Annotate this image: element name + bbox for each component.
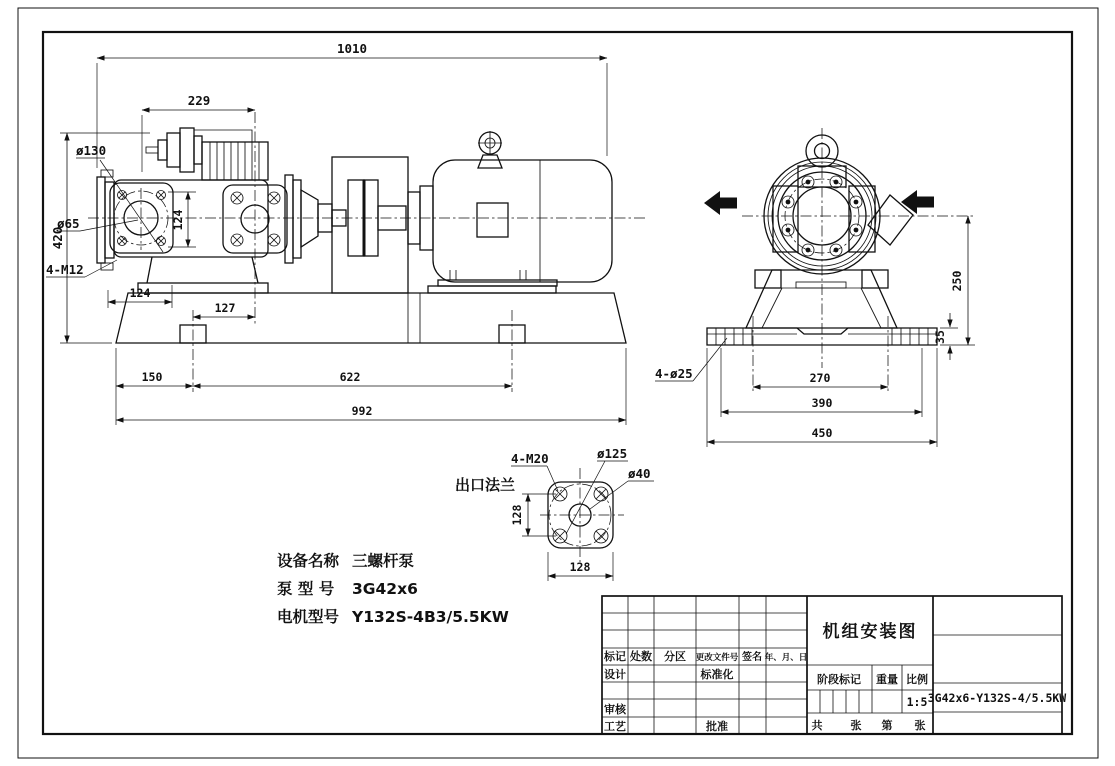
coupling-guard bbox=[332, 157, 408, 293]
row-check: 审核 bbox=[604, 703, 626, 716]
weight-label: 重量 bbox=[876, 673, 898, 686]
dim-bolt-span-270: 270 bbox=[809, 371, 831, 385]
dim-base-622: 622 bbox=[339, 370, 361, 384]
front-view-dimensions bbox=[655, 216, 975, 447]
label-inlet-bolts: 4-M12 bbox=[46, 262, 84, 277]
pump-model-label: 泵 型 号 bbox=[277, 580, 335, 598]
dim-base-width-450: 450 bbox=[811, 426, 833, 440]
pump-casing bbox=[114, 180, 268, 293]
flange-detail-labels bbox=[511, 446, 654, 534]
dim-height-250: 250 bbox=[950, 270, 964, 292]
motor bbox=[408, 131, 612, 293]
inlet-flange bbox=[97, 170, 114, 270]
dim-overall-length: 1010 bbox=[336, 41, 368, 56]
pump-body-front bbox=[764, 135, 913, 274]
header-mark: 标记 bbox=[604, 650, 626, 663]
dim-port-spacing: 124 bbox=[171, 209, 185, 231]
dim-base-150: 150 bbox=[141, 370, 163, 384]
header-zone: 分区 bbox=[664, 650, 686, 663]
flange-detail-title: 出口法兰 bbox=[455, 476, 516, 494]
row-standardization: 标准化 bbox=[700, 668, 734, 681]
scale-value: 1:5 bbox=[906, 695, 928, 709]
inlet-arrow-icon bbox=[901, 190, 934, 214]
pump-model-value: 3G42x6 bbox=[352, 580, 418, 598]
label-inlet-flange-od: ø130 bbox=[76, 143, 107, 158]
header-signature: 签名 bbox=[742, 652, 762, 663]
dim-base-127: 127 bbox=[214, 301, 236, 315]
dim-height: 420 bbox=[50, 226, 65, 250]
motor-model-label: 电机型号 bbox=[277, 608, 340, 626]
dim-base-124: 124 bbox=[129, 286, 151, 300]
row-design: 设计 bbox=[604, 668, 626, 681]
relief-valve-assembly bbox=[146, 128, 268, 180]
baseplate bbox=[116, 293, 626, 392]
equipment-name-label: 设备名称 bbox=[277, 552, 340, 570]
dim-pump-length: 229 bbox=[187, 93, 211, 108]
dim-flange-vertical: 128 bbox=[510, 504, 524, 526]
dim-base-992: 992 bbox=[351, 404, 373, 418]
row-approve: 批准 bbox=[706, 720, 728, 733]
label-bolt-circle: ø125 bbox=[597, 446, 628, 461]
pump-pedestal bbox=[746, 270, 897, 328]
label-inlet-bore: ø65 bbox=[57, 216, 80, 231]
sheet-total-label: 共 bbox=[811, 719, 823, 732]
label-anchor-holes: 4-ø25 bbox=[655, 366, 693, 381]
header-date: 年、月、日 bbox=[764, 653, 808, 663]
header-change-doc-no: 更改文件号 bbox=[695, 653, 739, 663]
row-process: 工艺 bbox=[604, 720, 626, 733]
dim-base-thickness: 35 bbox=[933, 330, 947, 344]
sheet-no-label: 第 bbox=[881, 719, 893, 732]
drawing-title: 机组安装图 bbox=[822, 622, 918, 642]
sheet-no-unit: 张 bbox=[914, 719, 926, 732]
sheet-borders bbox=[18, 8, 1098, 758]
front-view bbox=[655, 128, 975, 447]
motor-model-value: Y132S-4B3/5.5KW bbox=[352, 608, 509, 626]
title-block bbox=[602, 596, 1066, 734]
label-bore: ø40 bbox=[628, 466, 651, 481]
flange-detail bbox=[455, 446, 654, 581]
stage-mark-label: 阶段标记 bbox=[817, 673, 861, 686]
dim-flange-horizontal: 128 bbox=[569, 560, 591, 574]
title-block-text bbox=[603, 621, 1066, 733]
bearing-housing bbox=[285, 175, 346, 263]
part-number: 3G42x6-Y132S-4/5.5KW bbox=[927, 691, 1067, 705]
equipment-info bbox=[277, 551, 509, 626]
label-flange-bolts: 4-M20 bbox=[511, 451, 549, 466]
equipment-name-value: 三螺杆泵 bbox=[352, 552, 415, 570]
sheet-total-unit: 张 bbox=[850, 719, 862, 732]
outlet-arrow-icon bbox=[704, 191, 737, 215]
scale-label: 比例 bbox=[906, 673, 928, 686]
header-count: 处数 bbox=[630, 650, 652, 663]
side-view bbox=[46, 41, 648, 425]
dim-bolt-span-390: 390 bbox=[811, 396, 833, 410]
